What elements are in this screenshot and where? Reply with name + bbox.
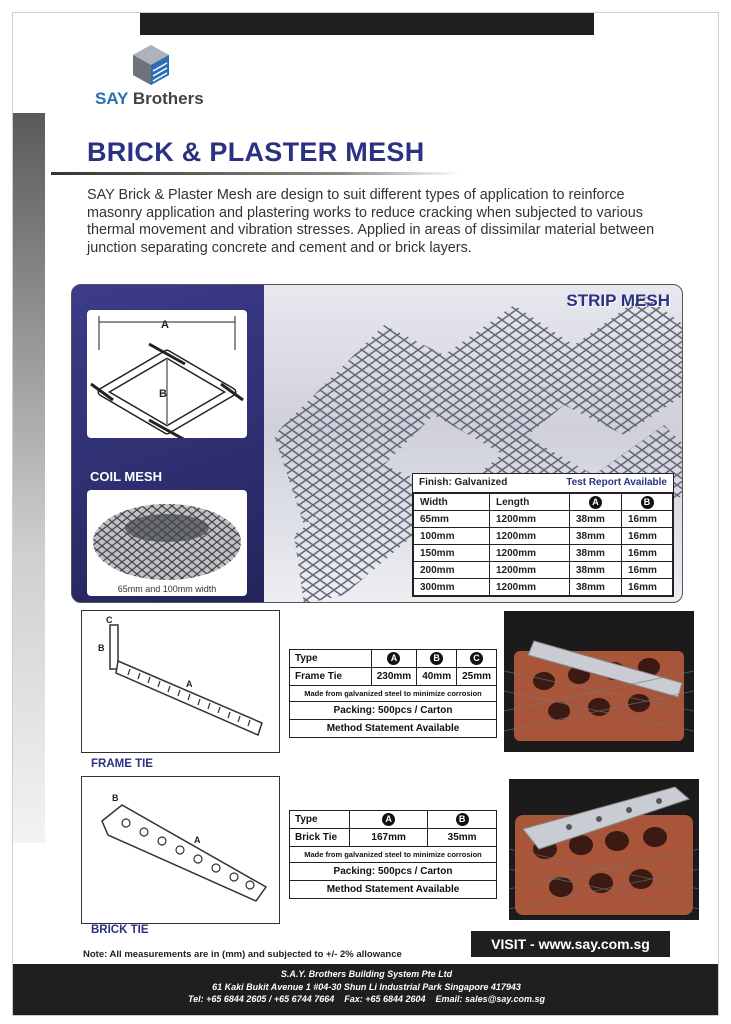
header-a-icon: A (387, 652, 400, 665)
frame-tie-diagram (81, 610, 280, 753)
mesh-diagram-b: B (159, 388, 167, 400)
frame-tie-photo (504, 611, 694, 752)
coil-mesh-caption: 65mm and 100mm width (117, 584, 217, 594)
table-row (290, 847, 497, 863)
top-bar (140, 13, 594, 35)
frame-tie-dim-c: C (106, 615, 113, 625)
row-a: 38mm (570, 579, 622, 596)
header-c-icon: C (470, 652, 483, 665)
intro-paragraph: SAY Brick & Plaster Mesh are design to suit different types of application to reinforce masonry application and plastering works to reduce cracking when subjected to various thermal movement and vibration stresses. Applied in areas of dissimilar material between junction separating concrete and cement and or brick layers. (87, 187, 655, 256)
strip-mesh-label: STRIP MESH (566, 291, 670, 310)
brand-name (95, 89, 204, 109)
row-b: 16mm (622, 562, 673, 579)
frame-tie-spec-table (289, 649, 497, 738)
tie-name: Brick Tie (290, 829, 350, 847)
value-b: 40mm (417, 668, 457, 686)
brick-tie-spec-table (289, 810, 497, 899)
brick-tie-dim-b: B (112, 793, 119, 803)
value-c: 25mm (457, 668, 497, 686)
frame-tie-dim-b: B (98, 643, 105, 653)
row-b: 16mm (622, 528, 673, 545)
type-header: Type (290, 650, 372, 668)
visit-website-link[interactable]: VISIT - www.say.com.sg (471, 931, 670, 957)
row-length: 1200mm (490, 579, 570, 596)
table-row (290, 829, 497, 847)
brand-rest: Brothers (128, 89, 204, 108)
header-width: Width (414, 494, 490, 511)
row-a: 38mm (570, 545, 622, 562)
page-title: BRICK & PLASTER MESH (87, 137, 425, 167)
table-row (414, 562, 673, 579)
method-statement: Method Statement Available (290, 881, 497, 899)
mesh-panel (71, 284, 683, 603)
table-row (290, 881, 497, 899)
row-a: 38mm (570, 528, 622, 545)
table-row (414, 579, 673, 596)
row-width: 65mm (414, 511, 490, 528)
mesh-spec-table (412, 473, 674, 597)
coil-mesh-photo (87, 490, 247, 596)
row-length: 1200mm (490, 511, 570, 528)
tie-name: Frame Tie (290, 668, 372, 686)
value-a: 230mm (371, 668, 416, 686)
row-b: 16mm (622, 579, 673, 596)
header-length: Length (490, 494, 570, 511)
header-a-icon: A (382, 813, 395, 826)
material-note: Made from galvanized steel to minimize corrosion (290, 847, 497, 863)
header-a-icon: A (589, 496, 602, 509)
test-report-link[interactable]: Test Report Available (566, 477, 667, 488)
table-row (414, 545, 673, 562)
table-row (414, 511, 673, 528)
material-note: Made from galvanized steel to minimize corrosion (290, 686, 497, 702)
header-b-icon: B (430, 652, 443, 665)
table-header-row (290, 650, 497, 668)
header-b-icon: B (641, 496, 654, 509)
row-width: 150mm (414, 545, 490, 562)
row-width: 100mm (414, 528, 490, 545)
row-length: 1200mm (490, 528, 570, 545)
mesh-diagram-a: A (161, 319, 169, 331)
value-b: 35mm (428, 829, 497, 847)
header-b-icon: B (456, 813, 469, 826)
table-row (290, 668, 497, 686)
brick-tie-dim-a: A (194, 835, 201, 845)
table-header-row (290, 811, 497, 829)
table-row (290, 686, 497, 702)
product-brochure (12, 12, 719, 1016)
row-a: 38mm (570, 562, 622, 579)
table-header-row (414, 494, 673, 511)
brick-tie-diagram (81, 776, 280, 924)
frame-tie-label: FRAME TIE (91, 758, 153, 770)
row-length: 1200mm (490, 562, 570, 579)
footer (13, 964, 719, 1016)
mesh-diagram (87, 310, 247, 438)
brand-say: SAY (95, 89, 129, 108)
row-b: 16mm (622, 545, 673, 562)
packing-info: Packing: 500pcs / Carton (290, 702, 497, 720)
row-length: 1200mm (490, 545, 570, 562)
footer-contact: Tel: +65 6844 2605 / +65 6744 7664 Fax: +65 6844 2604 Email: sales@say.com.sg (187, 994, 546, 1004)
row-width: 200mm (414, 562, 490, 579)
footer-address: 61 Kaki Bukit Avenue 1 #04-30 Shun Li Industrial Park Singapore 417943 (212, 981, 521, 992)
measurement-note: Note: All measurements are in (mm) and subjected to +/- 2% allowance (83, 949, 402, 960)
brick-tie-photo (509, 779, 699, 920)
frame-tie-dim-a: A (186, 679, 193, 689)
table-row (414, 528, 673, 545)
packing-info: Packing: 500pcs / Carton (290, 863, 497, 881)
brick-tie-label: BRICK TIE (91, 924, 149, 936)
table-row (290, 863, 497, 881)
table-row (290, 702, 497, 720)
row-a: 38mm (570, 511, 622, 528)
type-header: Type (290, 811, 350, 829)
coil-mesh-label: COIL MESH (90, 469, 162, 484)
finish-label: Finish: Galvanized (419, 477, 508, 488)
value-a: 167mm (350, 829, 428, 847)
table-row (290, 720, 497, 738)
footer-company: S.A.Y. Brothers Building System Pte Ltd (280, 969, 453, 979)
method-statement: Method Statement Available (290, 720, 497, 738)
title-divider (51, 172, 461, 175)
row-b: 16mm (622, 511, 673, 528)
left-gradient-band (13, 113, 45, 843)
row-width: 300mm (414, 579, 490, 596)
